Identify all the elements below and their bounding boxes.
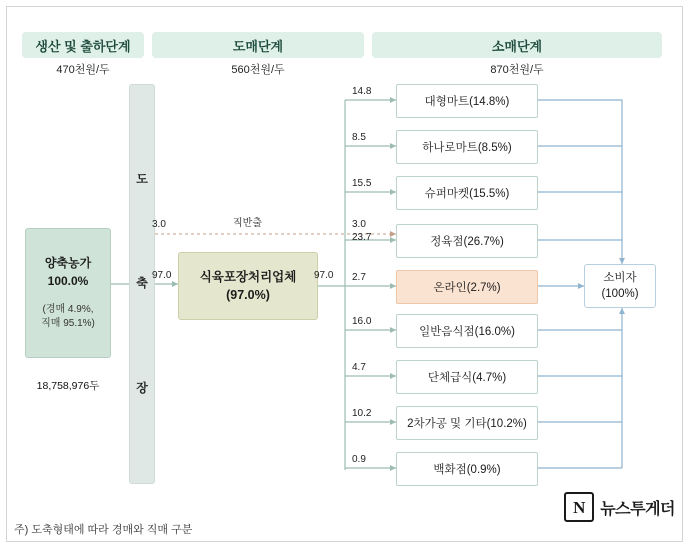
- node-farm-share: 100.0%: [47, 274, 89, 288]
- brand-logo-icon: N: [564, 492, 594, 522]
- header-wholesale: [152, 32, 364, 58]
- retail-node-8: [396, 452, 538, 486]
- node-meat-packer: [178, 252, 318, 320]
- slaughter-char-2: 축: [136, 276, 148, 291]
- retail-label-0: 대형마트(14.8%): [424, 96, 510, 108]
- header-production: [22, 32, 144, 58]
- retail-node-7: [396, 406, 538, 440]
- header-wholesale-sub: 560천원/두: [231, 64, 285, 76]
- header-production-sub: 470천원/두: [56, 64, 110, 76]
- header-production-label: 생산 및 출하단계: [35, 38, 131, 54]
- retail-label-4: 온라인(2.7%): [433, 282, 501, 294]
- node-meat-packer-share: (97.0%): [226, 288, 270, 302]
- branch-value-0: 14.8: [352, 86, 372, 97]
- header-retail-label: 소매단계: [491, 38, 543, 54]
- retail-node-2: [396, 176, 538, 210]
- node-slaughterhouse: [129, 84, 155, 484]
- branch-value-7: 10.2: [352, 408, 372, 419]
- node-farm-name: 양축농가: [44, 255, 92, 270]
- flow-label-direct-ship: 직반출: [233, 218, 262, 229]
- flow-label-packer-out: 97.0: [314, 270, 334, 281]
- retail-label-3: 정육점(26.7%): [430, 236, 504, 248]
- retail-label-2: 슈퍼마켓(15.5%): [424, 188, 510, 200]
- branch-value-4: 2.7: [352, 272, 366, 283]
- node-meat-packer-name: 식육포장처리업체: [199, 269, 297, 284]
- retail-node-4: [396, 270, 538, 304]
- retail-label-6: 단체급식(4.7%): [427, 372, 507, 384]
- slaughter-char-3: 장: [136, 380, 148, 395]
- retail-node-5: [396, 314, 538, 348]
- header-retail-sub: 870천원/두: [490, 64, 544, 76]
- retail-node-0: [396, 84, 538, 118]
- node-consumer-name: 소비자: [603, 271, 637, 284]
- flow-label-slaughter-to-packer: 97.0: [152, 270, 172, 281]
- node-consumer: [584, 264, 656, 308]
- brand-watermark: [564, 492, 675, 522]
- branch-value-2: 15.5: [352, 178, 372, 189]
- node-farm-detail: [41, 303, 95, 331]
- flow-label-butcher-in: 23.7: [352, 232, 372, 243]
- branch-value-1: 8.5: [352, 132, 366, 143]
- node-consumer-share: (100%): [601, 288, 639, 300]
- branch-value-5: 16.0: [352, 316, 372, 327]
- node-farm: [25, 228, 111, 358]
- node-farm-count: 18,758,976두: [36, 380, 100, 392]
- retail-node-3: [396, 224, 538, 258]
- node-farm-detail-line2: 직매 95.1%): [41, 318, 95, 330]
- branch-value-6: 4.7: [352, 362, 366, 373]
- header-wholesale-label: 도매단계: [232, 38, 284, 54]
- retail-label-1: 하나로마트(8.5%): [422, 142, 512, 154]
- retail-label-7: 2차가공 및 기타(10.2%): [407, 418, 527, 430]
- footnote: 주) 도축형태에 따라 경매와 직매 구분: [14, 524, 193, 536]
- retail-label-5: 일반음식점(16.0%): [419, 326, 515, 338]
- flow-label-direct-to-butcher: 3.0: [352, 219, 366, 230]
- node-farm-detail-line1: (경매 4.9%,: [42, 304, 94, 316]
- brand-name: 뉴스투게더: [600, 500, 675, 518]
- header-retail: [372, 32, 662, 58]
- slaughter-char-1: 도: [136, 172, 148, 187]
- retail-label-8: 백화점(0.9%): [433, 464, 501, 476]
- retail-node-6: [396, 360, 538, 394]
- retail-node-1: [396, 130, 538, 164]
- branch-value-8: 0.9: [352, 454, 366, 465]
- flow-label-direct-ship-value: 3.0: [152, 219, 166, 230]
